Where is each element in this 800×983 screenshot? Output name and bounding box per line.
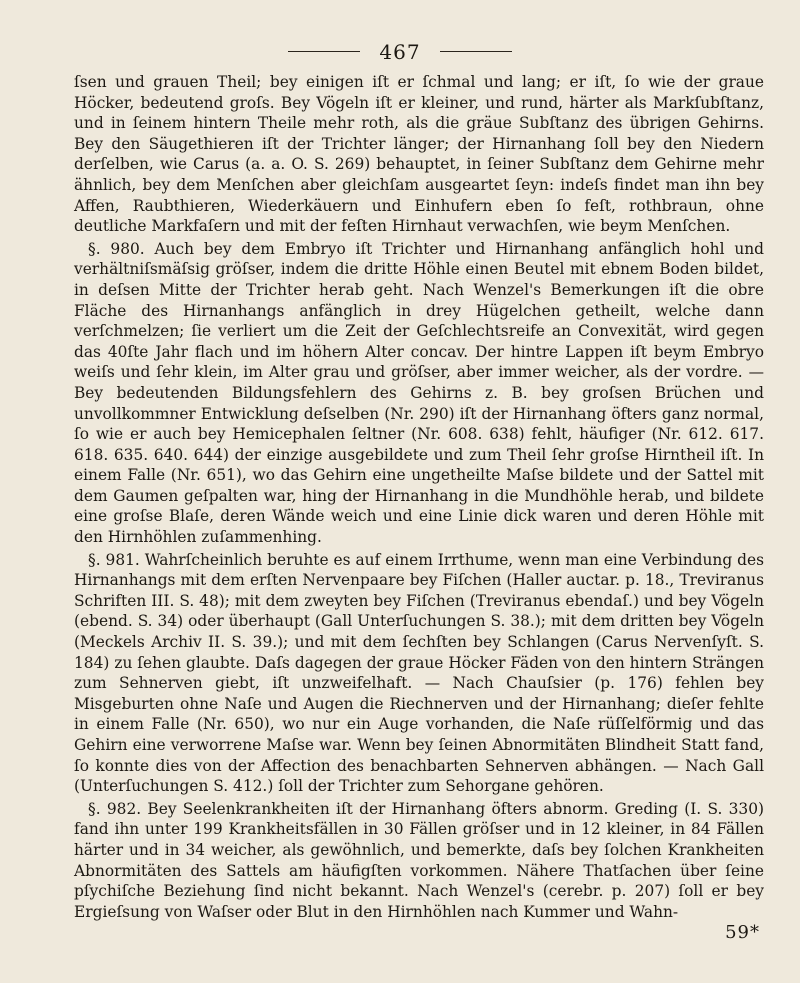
paragraph-section-981: §. 981. Wahrſcheinlich beruhte es auf einem Irrthume, wenn man eine Verbindung des Hirnanhangs mit dem erſten Nervenpaare bey Fiſchen (Haller auctar. p. 18., Treviranus Schriften III. S. 48); mit dem zweyten bey Fiſchen (Treviranus ebendaſ.) und bey Vögeln (ebend. S. 34) oder überhaupt (Gall Unterſuchungen S. 38.); mit dem dritten bey Vögeln (Meckels Archiv II. S. 39.); und mit dem ſechſten bey Schlangen (Carus Nervenſyſt. S. 184) zu ſehen glaubte. Daſs dagegen der graue Höcker Fäden von den hintern Strängen zum Sehnerven giebt, iſt unzweifelhaft. — Nach Chauſsier (p. 176) fehlen bey Misgeburten ohne Naſe und Augen die Riechnerven und der Hirnanhang; dieſer fehlte in einem Falle (Nr. 650), wo nur ein Auge vorhanden, die Naſe rüſſelförmig und das Gehirn eine verworrene Maſse war. Wenn bey ſeinen Abnormitäten Blindheit Statt fand, ſo konnte dies von der Affection des benachbarten Sehnerven abhängen. — Nach Gall (Unterſuchungen S. 412.) ſoll der Trichter zum Sehorgane gehören.	[74, 550, 764, 796]
page-header	[0, 38, 800, 64]
paragraph-continuation: ſsen und grauen Theil; bey einigen iſt er ſchmal und lang; er iſt, ſo wie der graue Höcker, bedeutend groſs. Bey Vögeln iſt er kleiner, und rund, härter als Markſubſtanz, und in ſeinem hintern Theile mehr roth, als die gräue Subſtanz des übrigen Gehirns. Bey den Säugethieren iſt der Trichter länger; der Hirnanhang ſoll bey den Niedern derſelben, wie Carus (a. a. O. S. 269) behauptet, in ſeiner Subſtanz dem Gehirne mehr ähnlich, bey dem Menſchen aber gleichſam ausgeartet ſeyn: indeſs findet man ihn bey Affen, Raubthieren, Wiederkäuern und Einhufern eben ſo feſt, rothbraun, ohne deutliche Markfaſern und mit der feſten Hirnhaut verwachſen, wie beym Menſchen.	[74, 73, 764, 236]
paragraph-section-980: §. 980. Auch bey dem Embryo iſt Trichter und Hirnanhang anfänglich hohl und verhältniſsmäſsig gröſser, indem die dritte Höhle einen Beutel mit ebnem Boden bildet, in deſsen Mitte der Trichter herab geht. Nach Wenzel's Bemerkungen iſt die obre Fläche des Hirnanhangs anfänglich in drey Hügelchen getheilt, welche dann verſchmelzen; ſie verliert um die Zeit der Geſchlechtsreife an Convexität, wird gegen das 40ſte Jahr flach und im höhern Alter concav. Der hintre Lappen iſt beym Embryo weiſs und ſehr klein, im Alter grau und gröſser, aber immer weicher, als der vordre. — Bey bedeutenden Bildungsfehlern des Gehirns z. B. bey groſsen Brüchen und unvollkommner Entwicklung deſselben (Nr. 290) iſt der Hirnanhang öfters ganz normal, ſo wie er auch bey Hemicephalen ſeltner (Nr. 608. 638) fehlt, häufiger (Nr. 612. 617. 618. 635. 640. 644) der einzige ausgebildete und zum Theil ſehr groſse Hirntheil iſt. In einem Falle (Nr. 651), wo das Gehirn eine ungetheilte Maſse bildete und der Sattel mit dem Gaumen geſpalten war, hing der Hirnanhang in die Mundhöhle herab, und bildete eine groſse Blaſe, deren Wände weich und eine Linie dick waren und deren Höhle mit den Hirnhöhlen zuſammenhing.	[74, 239, 764, 547]
page-number: 467	[379, 39, 421, 64]
page-body	[74, 72, 764, 924]
header-rule-right	[440, 51, 512, 52]
paragraph-section-982: §. 982. Bey Seelenkrankheiten iſt der Hirnanhang öfters abnorm. Greding (I. S. 330) fand ihn unter 199 Krankheitsfällen in 30 Fällen gröſser und in 12 kleiner, in 84 Fällen härter und in 34 weicher, als gewöhnlich, und bemerkte, daſs bey ſolchen Krankheiten Abnormitäten des Sattels am häufigſten vorkommen. Nähere Thatſachen über ſeine pſychiſche Beziehung ſind nicht bekannt. Nach Wenzel's (cerebr. p. 207) ſoll er bey Ergieſsung von Waſser oder Blut in den Hirnhöhlen nach Kummer und Wahn-	[74, 799, 764, 921]
printer-signature: 59*	[725, 922, 760, 943]
header-rule-left	[288, 51, 360, 52]
